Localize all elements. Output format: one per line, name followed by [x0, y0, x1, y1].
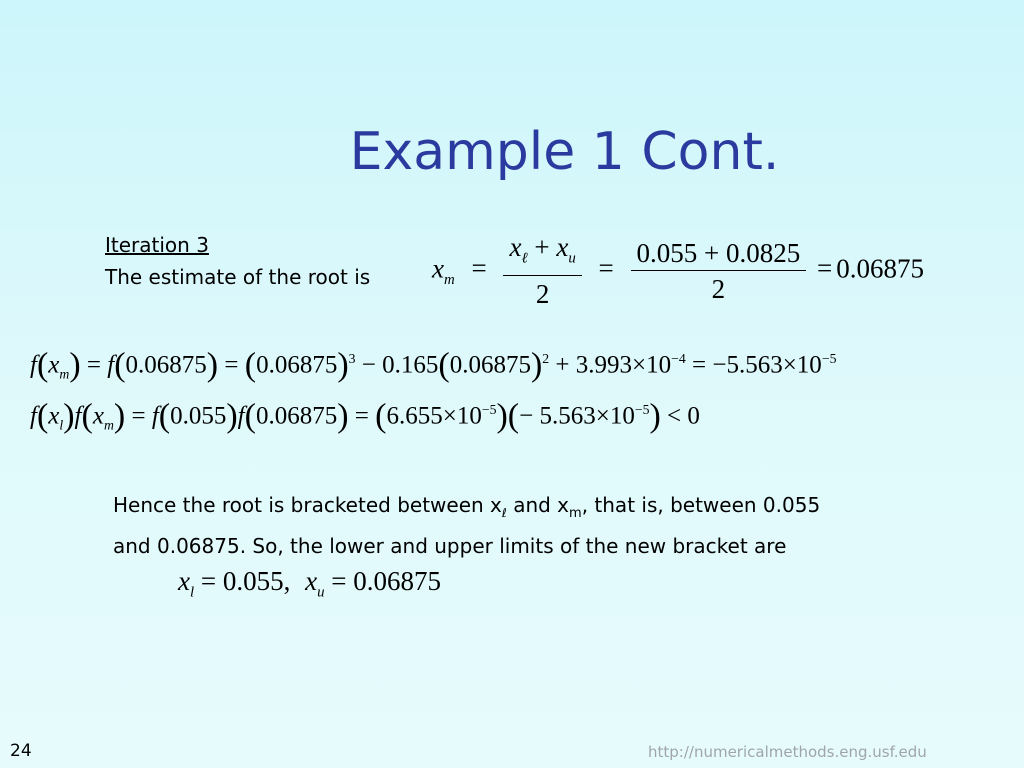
new-bracket-equation: $x_l = 0.055$, $x_u = 0.06875$	[178, 566, 441, 601]
fraction-xl-xu: $\frac{x_\ell + x_u}{2}$	[503, 230, 581, 312]
estimate-text: The estimate of the root is	[105, 265, 371, 289]
conclusion-text: Hence the root is bracketed between $x_\ell$ and $x_m$, that is, between 0.055 and 0.06875. So, the lower and upper limits of the new bracket are	[113, 493, 821, 558]
midpoint-equation: $x_m$ = $\frac{x_\ell + x_u}{2}$ = $\frac{0.055 + 0.0825}{2}$ = 0.06875	[432, 230, 924, 312]
iteration-label: Iteration 3	[105, 233, 209, 257]
footer-url: http://numericalmethods.eng.usf.edu	[648, 743, 927, 761]
midpoint-result: 0.06875	[836, 253, 924, 284]
slide-title: Example 1 Cont.	[349, 122, 780, 182]
fraction-values: $\frac{0.055 + 0.0825}{2}$	[631, 236, 807, 307]
product-sign-equation: $f(x_l)f(x_m) = f(0.055)f(0.06875) = (6.655\times 10^{-5})(- 5.563\times 10^{-5}) < 0$	[30, 397, 700, 435]
f-xm-equation: $f(x_m) = f(0.06875) = (0.06875)^3 - 0.165(0.06875)^2 + 3.993\times 10^{-4} = -5.563\times 10^{-5}$	[30, 346, 837, 384]
page-number: 24	[10, 741, 32, 761]
